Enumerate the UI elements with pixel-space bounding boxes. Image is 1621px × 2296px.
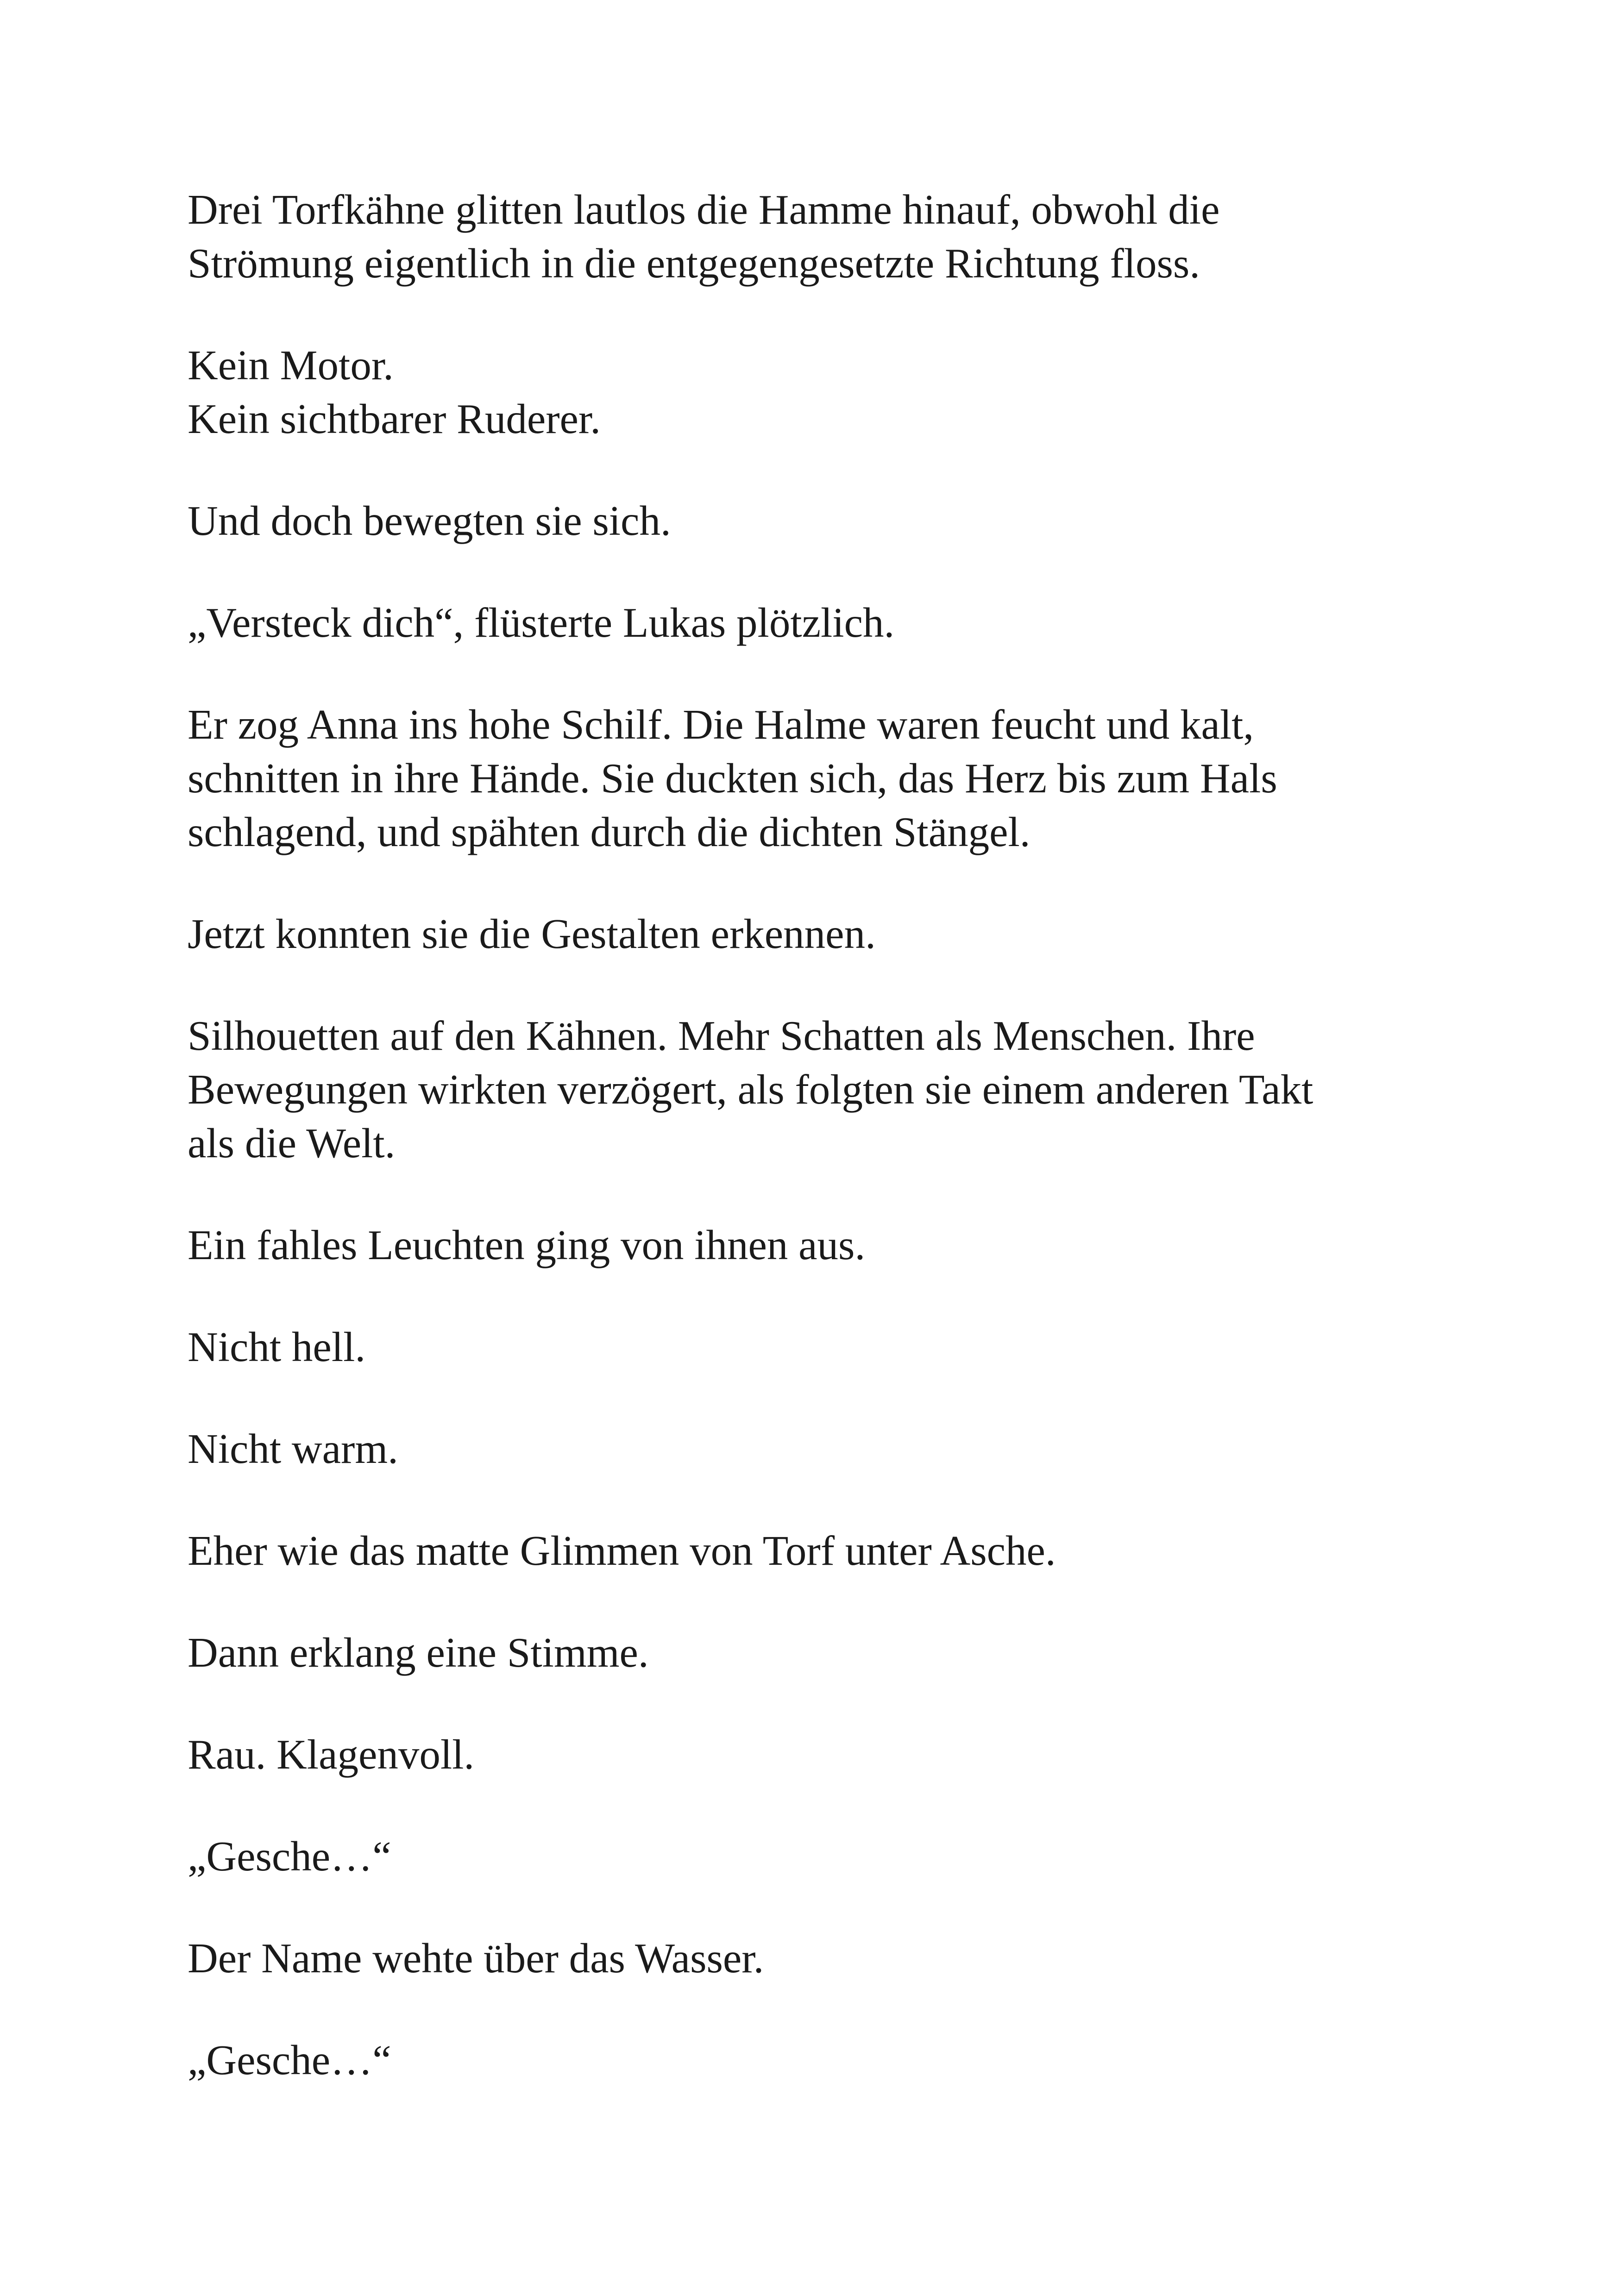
paragraph <box>188 1009 1466 1170</box>
paragraph <box>188 1626 1466 1680</box>
paragraph <box>188 1830 1466 1883</box>
text-line: als die Welt. <box>188 1120 396 1167</box>
paragraph <box>188 698 1466 859</box>
text-line: Der Name wehte über das Wasser. <box>188 1935 764 1982</box>
text-line: Nicht hell. <box>188 1324 366 1370</box>
paragraph <box>188 907 1466 961</box>
document-body <box>188 183 1466 2135</box>
text-line: schnitten in ihre Hände. Sie duckten sich, das Herz bis zum Hals <box>188 755 1277 802</box>
text-line: Jetzt konnten sie die Gestalten erkennen. <box>188 910 876 957</box>
paragraph <box>188 183 1466 290</box>
paragraph <box>188 1218 1466 1272</box>
paragraph <box>188 494 1466 548</box>
text-line: Drei Torfkähne glitten lautlos die Hamme hinauf, obwohl die <box>188 186 1220 233</box>
paragraph <box>188 1320 1466 1374</box>
text-line: schlagend, und spähten durch die dichten Stängel. <box>188 809 1030 855</box>
text-line: „Versteck dich“, flüsterte Lukas plötzlich. <box>188 599 895 646</box>
paragraph <box>188 1932 1466 1985</box>
text-line: Und doch bewegten sie sich. <box>188 497 671 544</box>
text-line: Kein Motor. <box>188 342 394 389</box>
text-line: Strömung eigentlich in die entgegengesetzte Richtung floss. <box>188 240 1200 287</box>
paragraph <box>188 596 1466 650</box>
paragraph <box>188 1524 1466 1578</box>
text-line: „Gesche…“ <box>188 2037 391 2083</box>
paragraph <box>188 2033 1466 2087</box>
text-line: Eher wie das matte Glimmen von Torf unter Asche. <box>188 1527 1056 1574</box>
text-line: Kein sichtbarer Ruderer. <box>188 395 601 442</box>
text-line: „Gesche…“ <box>188 1833 391 1880</box>
text-line: Ein fahles Leuchten ging von ihnen aus. <box>188 1222 866 1268</box>
text-line: Silhouetten auf den Kähnen. Mehr Schatten als Menschen. Ihre <box>188 1012 1255 1059</box>
text-line: Er zog Anna ins hohe Schilf. Die Halme waren feucht und kalt, <box>188 701 1254 748</box>
paragraph <box>188 1728 1466 1782</box>
paragraph <box>188 1422 1466 1476</box>
text-line: Dann erklang eine Stimme. <box>188 1629 649 1676</box>
text-line: Bewegungen wirkten verzögert, als folgten sie einem anderen Takt <box>188 1066 1313 1113</box>
paragraph <box>188 339 1466 446</box>
text-line: Nicht warm. <box>188 1425 398 1472</box>
text-line: Rau. Klagenvoll. <box>188 1731 475 1778</box>
